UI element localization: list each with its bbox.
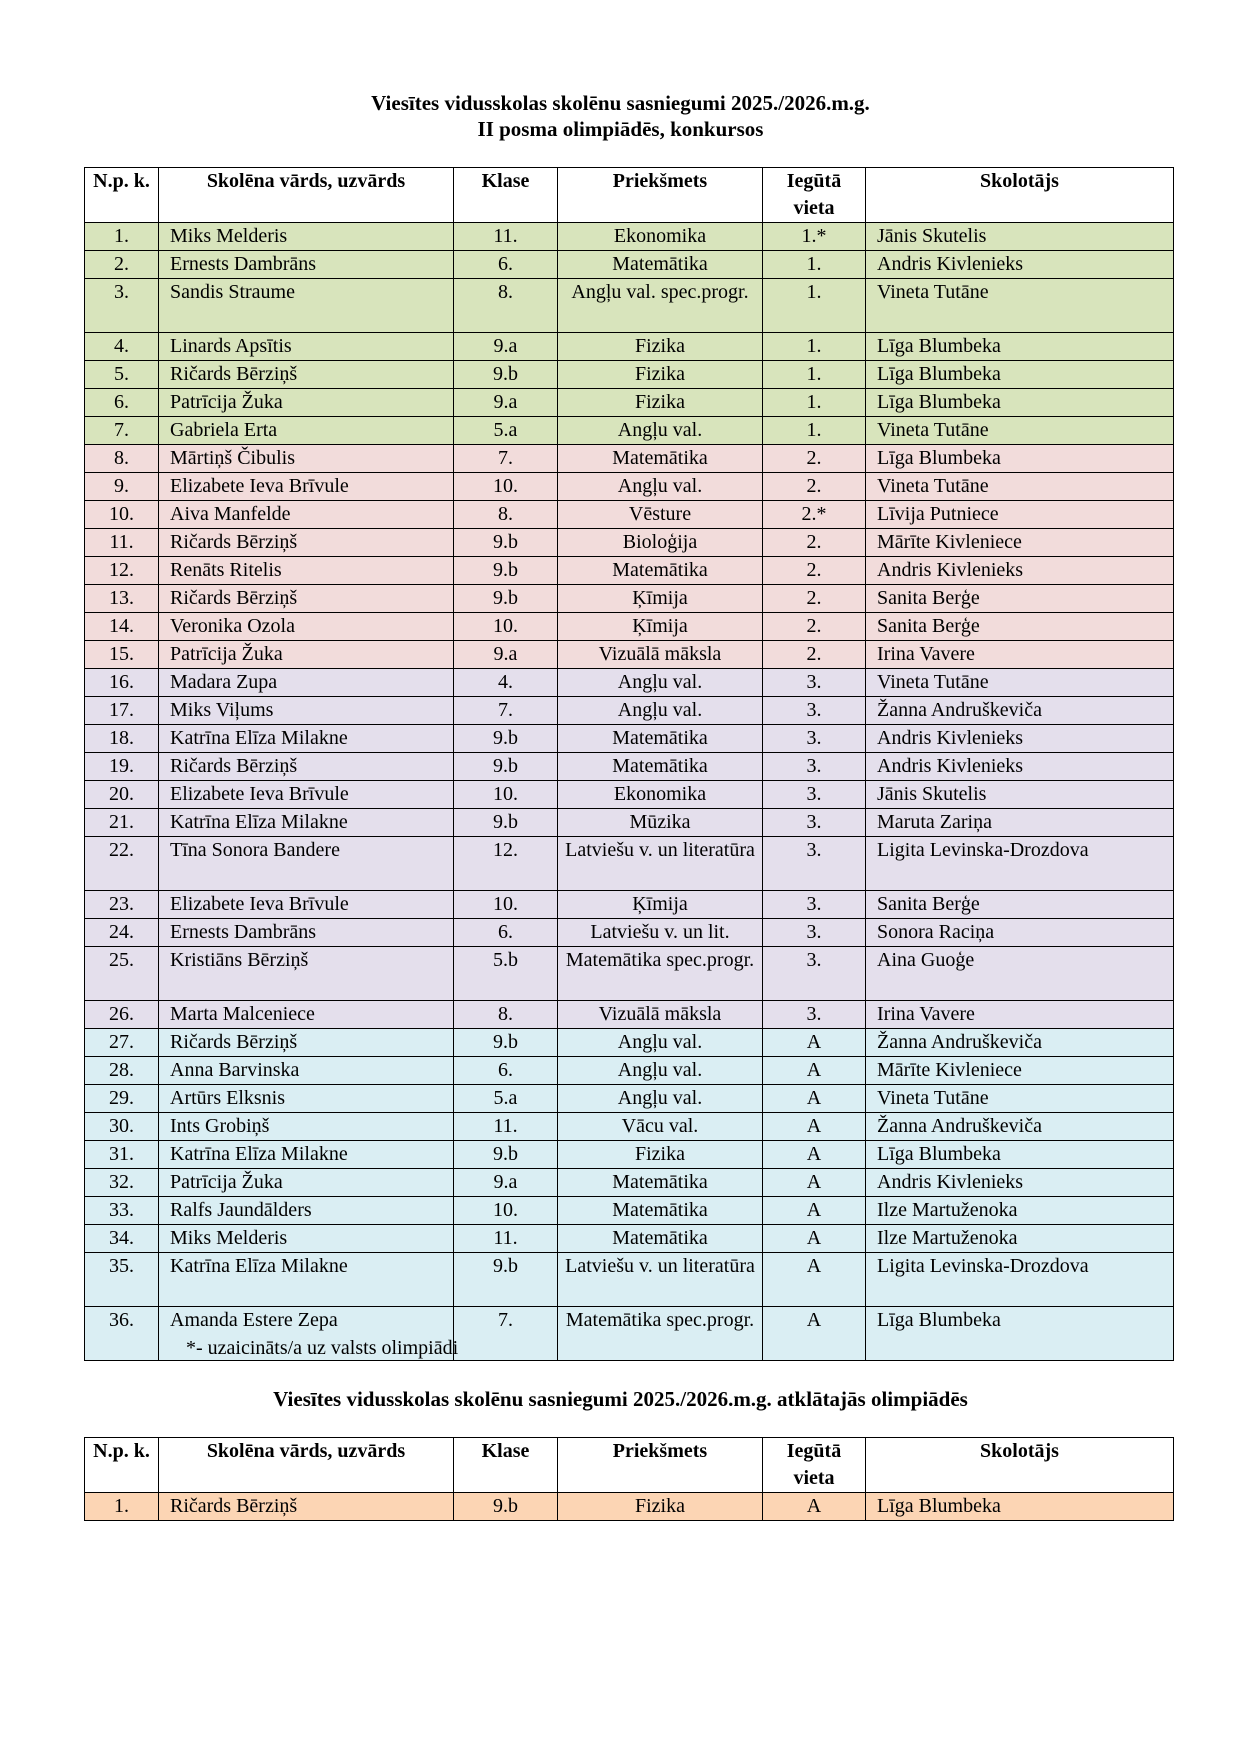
cell-student-name: Linards Apsītis <box>159 333 454 361</box>
cell-klase: 6. <box>454 251 558 279</box>
cell-place: 1. <box>763 333 866 361</box>
cell-npk: 16. <box>85 669 159 697</box>
cell-student-name: Ričards Bērziņš <box>159 529 454 557</box>
cell-student-name: Ernests Dambrāns <box>159 251 454 279</box>
table-row <box>85 753 1174 781</box>
cell-place: 1. <box>763 251 866 279</box>
cell-subject: Ekonomika <box>558 223 763 251</box>
cell-subject: Vizuālā māksla <box>558 641 763 669</box>
cell-klase: 10. <box>454 781 558 809</box>
table-row <box>85 781 1174 809</box>
cell-npk: 27. <box>85 1029 159 1057</box>
cell-npk: 36. <box>85 1307 159 1361</box>
cell-student-name: Miks Viļums <box>159 697 454 725</box>
cell-student-name: Amanda Estere Zepa <box>159 1307 454 1361</box>
header-name: Skolēna vārds, uzvārds <box>159 1438 454 1493</box>
cell-npk: 15. <box>85 641 159 669</box>
cell-place: A <box>763 1253 866 1307</box>
cell-teacher: Irina Vavere <box>866 1001 1174 1029</box>
header-teacher: Skolotājs <box>866 168 1174 223</box>
cell-teacher: Sanita Berģe <box>866 891 1174 919</box>
cell-student-name: Ernests Dambrāns <box>159 919 454 947</box>
cell-student-name: Katrīna Elīza Milakne <box>159 809 454 837</box>
cell-klase: 8. <box>454 1001 558 1029</box>
cell-teacher: Līga Blumbeka <box>866 1141 1174 1169</box>
cell-klase: 10. <box>454 1197 558 1225</box>
cell-teacher: Aina Guoģe <box>866 947 1174 1001</box>
cell-npk: 1. <box>85 1493 159 1521</box>
cell-teacher: Līga Blumbeka <box>866 1493 1174 1521</box>
table-row <box>85 557 1174 585</box>
cell-place: A <box>763 1225 866 1253</box>
cell-npk: 21. <box>85 809 159 837</box>
cell-npk: 33. <box>85 1197 159 1225</box>
cell-place: 2. <box>763 557 866 585</box>
cell-npk: 10. <box>85 501 159 529</box>
table-row <box>85 361 1174 389</box>
second-table-title: Viesītes vidusskolas skolēnu sasniegumi 2025./2026.m.g. atklātajās olimpiādēs <box>273 1387 968 1411</box>
cell-place: 1. <box>763 279 866 333</box>
cell-student-name: Tīna Sonora Bandere <box>159 837 454 891</box>
header-place: Iegūtā vieta <box>763 1438 866 1493</box>
cell-npk: 25. <box>85 947 159 1001</box>
table-row <box>85 1197 1174 1225</box>
cell-student-name: Patrīcija Žuka <box>159 1169 454 1197</box>
cell-place: 3. <box>763 753 866 781</box>
cell-teacher: Andris Kivlenieks <box>866 557 1174 585</box>
cell-place: 2.* <box>763 501 866 529</box>
header-subject: Priekšmets <box>558 168 763 223</box>
footnote: *- uzaicināts/a uz valsts olimpiādi <box>186 1337 459 1359</box>
cell-teacher: Vineta Tutāne <box>866 669 1174 697</box>
cell-place: 3. <box>763 919 866 947</box>
cell-klase: 7. <box>454 697 558 725</box>
cell-subject: Matemātika <box>558 1169 763 1197</box>
cell-subject: Ķīmija <box>558 585 763 613</box>
cell-student-name: Artūrs Elksnis <box>159 1085 454 1113</box>
cell-teacher: Līga Blumbeka <box>866 1307 1174 1361</box>
cell-npk: 23. <box>85 891 159 919</box>
cell-klase: 11. <box>454 1113 558 1141</box>
cell-npk: 4. <box>85 333 159 361</box>
cell-klase: 12. <box>454 837 558 891</box>
cell-subject: Angļu val. spec.progr. <box>558 279 763 333</box>
cell-teacher: Žanna Andruškeviča <box>866 1029 1174 1057</box>
cell-subject: Matemātika spec.progr. <box>558 947 763 1001</box>
cell-teacher: Mārīte Kivleniece <box>866 529 1174 557</box>
cell-place: A <box>763 1169 866 1197</box>
table-row <box>85 585 1174 613</box>
cell-teacher: Ilze Martuženoka <box>866 1197 1174 1225</box>
cell-teacher: Andris Kivlenieks <box>866 753 1174 781</box>
cell-klase: 9.b <box>454 725 558 753</box>
cell-teacher: Sonora Raciņa <box>866 919 1174 947</box>
cell-subject: Ķīmija <box>558 613 763 641</box>
cell-place: 2. <box>763 641 866 669</box>
cell-subject: Angļu val. <box>558 1057 763 1085</box>
results-table <box>84 167 1174 1361</box>
cell-teacher: Sanita Berģe <box>866 613 1174 641</box>
table-row <box>85 891 1174 919</box>
cell-student-name: Katrīna Elīza Milakne <box>159 1141 454 1169</box>
header-klase: Klase <box>454 168 558 223</box>
cell-klase: 9.a <box>454 389 558 417</box>
cell-subject: Angļu val. <box>558 417 763 445</box>
table-row <box>85 279 1174 333</box>
cell-student-name: Elizabete Ieva Brīvule <box>159 781 454 809</box>
table-row <box>85 251 1174 279</box>
cell-teacher: Maruta Zariņa <box>866 809 1174 837</box>
cell-student-name: Ralfs Jaundālders <box>159 1197 454 1225</box>
cell-student-name: Patrīcija Žuka <box>159 641 454 669</box>
cell-student-name: Katrīna Elīza Milakne <box>159 725 454 753</box>
cell-student-name: Mārtiņš Čibulis <box>159 445 454 473</box>
cell-klase: 9.b <box>454 529 558 557</box>
cell-teacher: Žanna Andruškeviča <box>866 1113 1174 1141</box>
cell-teacher: Mārīte Kivleniece <box>866 1057 1174 1085</box>
cell-npk: 20. <box>85 781 159 809</box>
cell-teacher: Vineta Tutāne <box>866 1085 1174 1113</box>
cell-teacher: Līvija Putniece <box>866 501 1174 529</box>
cell-klase: 11. <box>454 1225 558 1253</box>
cell-npk: 2. <box>85 251 159 279</box>
table-row <box>85 947 1174 1001</box>
cell-teacher: Andris Kivlenieks <box>866 725 1174 753</box>
cell-teacher: Sanita Berģe <box>866 585 1174 613</box>
table-row <box>85 1001 1174 1029</box>
cell-klase: 11. <box>454 223 558 251</box>
cell-teacher: Irina Vavere <box>866 641 1174 669</box>
table-row <box>85 1029 1174 1057</box>
cell-subject: Fizika <box>558 1141 763 1169</box>
cell-subject: Latviešu v. un literatūra <box>558 1253 763 1307</box>
table-row <box>85 389 1174 417</box>
cell-npk: 6. <box>85 389 159 417</box>
table-row <box>85 501 1174 529</box>
cell-place: A <box>763 1113 866 1141</box>
cell-place: 3. <box>763 781 866 809</box>
cell-klase: 9.a <box>454 1169 558 1197</box>
cell-npk: 8. <box>85 445 159 473</box>
cell-klase: 8. <box>454 279 558 333</box>
cell-npk: 18. <box>85 725 159 753</box>
cell-subject: Angļu val. <box>558 1085 763 1113</box>
cell-student-name: Renāts Ritelis <box>159 557 454 585</box>
table-row <box>85 473 1174 501</box>
cell-klase: 7. <box>454 1307 558 1361</box>
cell-npk: 32. <box>85 1169 159 1197</box>
cell-klase: 9.b <box>454 361 558 389</box>
cell-place: 1. <box>763 417 866 445</box>
cell-npk: 35. <box>85 1253 159 1307</box>
table-row <box>85 613 1174 641</box>
cell-klase: 6. <box>454 919 558 947</box>
cell-place: A <box>763 1493 866 1521</box>
cell-npk: 22. <box>85 837 159 891</box>
cell-klase: 9.b <box>454 1493 558 1521</box>
cell-teacher: Andris Kivlenieks <box>866 1169 1174 1197</box>
cell-place: 3. <box>763 809 866 837</box>
table-row <box>85 1085 1174 1113</box>
cell-klase: 9.b <box>454 809 558 837</box>
header-name: Skolēna vārds, uzvārds <box>159 168 454 223</box>
cell-teacher: Jānis Skutelis <box>866 223 1174 251</box>
cell-subject: Mūzika <box>558 809 763 837</box>
cell-npk: 9. <box>85 473 159 501</box>
table-row <box>85 725 1174 753</box>
table-header-row <box>85 168 1174 223</box>
cell-klase: 9.b <box>454 1029 558 1057</box>
cell-subject: Matemātika <box>558 445 763 473</box>
cell-student-name: Aiva Manfelde <box>159 501 454 529</box>
cell-klase: 9.a <box>454 333 558 361</box>
cell-klase: 7. <box>454 445 558 473</box>
cell-student-name: Anna Barvinska <box>159 1057 454 1085</box>
cell-student-name: Ričards Bērziņš <box>159 1029 454 1057</box>
cell-place: A <box>763 1029 866 1057</box>
cell-klase: 9.b <box>454 557 558 585</box>
table-row <box>85 529 1174 557</box>
cell-subject: Matemātika <box>558 753 763 781</box>
cell-student-name: Sandis Straume <box>159 279 454 333</box>
header-npk: N.p. k. <box>85 1438 159 1493</box>
table-row <box>85 445 1174 473</box>
cell-teacher: Vineta Tutāne <box>866 417 1174 445</box>
cell-place: 3. <box>763 1001 866 1029</box>
cell-student-name: Miks Melderis <box>159 223 454 251</box>
table-row <box>85 417 1174 445</box>
cell-teacher: Ilze Martuženoka <box>866 1225 1174 1253</box>
cell-klase: 8. <box>454 501 558 529</box>
cell-klase: 5.b <box>454 947 558 1001</box>
cell-place: 2. <box>763 445 866 473</box>
cell-place: A <box>763 1057 866 1085</box>
cell-npk: 12. <box>85 557 159 585</box>
cell-place: A <box>763 1197 866 1225</box>
cell-student-name: Katrīna Elīza Milakne <box>159 1253 454 1307</box>
cell-teacher: Vineta Tutāne <box>866 473 1174 501</box>
table-header-row <box>85 1438 1174 1493</box>
table-row <box>85 1225 1174 1253</box>
cell-teacher: Ligita Levinska-Drozdova <box>866 837 1174 891</box>
table-row <box>85 1169 1174 1197</box>
cell-teacher: Žanna Andruškeviča <box>866 697 1174 725</box>
cell-student-name: Kristiāns Bērziņš <box>159 947 454 1001</box>
cell-student-name: Ints Grobiņš <box>159 1113 454 1141</box>
cell-teacher: Ligita Levinska-Drozdova <box>866 1253 1174 1307</box>
cell-npk: 19. <box>85 753 159 781</box>
table-row <box>85 1493 1174 1521</box>
cell-subject: Fizika <box>558 333 763 361</box>
table-row <box>85 1253 1174 1307</box>
cell-npk: 34. <box>85 1225 159 1253</box>
cell-student-name: Elizabete Ieva Brīvule <box>159 473 454 501</box>
cell-subject: Vēsture <box>558 501 763 529</box>
cell-place: 3. <box>763 837 866 891</box>
cell-klase: 9.b <box>454 1253 558 1307</box>
table-row <box>85 919 1174 947</box>
cell-subject: Angļu val. <box>558 669 763 697</box>
cell-place: A <box>763 1141 866 1169</box>
cell-npk: 31. <box>85 1141 159 1169</box>
cell-npk: 24. <box>85 919 159 947</box>
cell-place: 2. <box>763 529 866 557</box>
table-row <box>85 809 1174 837</box>
table-row <box>85 1057 1174 1085</box>
cell-npk: 1. <box>85 223 159 251</box>
cell-npk: 7. <box>85 417 159 445</box>
table-row <box>85 669 1174 697</box>
header-teacher: Skolotājs <box>866 1438 1174 1493</box>
cell-npk: 5. <box>85 361 159 389</box>
cell-klase: 10. <box>454 473 558 501</box>
cell-klase: 5.a <box>454 417 558 445</box>
cell-subject: Matemātika spec.progr. <box>558 1307 763 1361</box>
table-row <box>85 333 1174 361</box>
cell-student-name: Ričards Bērziņš <box>159 585 454 613</box>
cell-student-name: Gabriela Erta <box>159 417 454 445</box>
cell-student-name: Ričards Bērziņš <box>159 361 454 389</box>
cell-place: 2. <box>763 473 866 501</box>
cell-place: 3. <box>763 697 866 725</box>
cell-klase: 6. <box>454 1057 558 1085</box>
cell-klase: 9.b <box>454 1141 558 1169</box>
cell-subject: Angļu val. <box>558 473 763 501</box>
document-title-line2: II posma olimpiādēs, konkursos <box>477 117 764 141</box>
cell-klase: 4. <box>454 669 558 697</box>
cell-place: 2. <box>763 585 866 613</box>
cell-place: 3. <box>763 669 866 697</box>
table-row <box>85 697 1174 725</box>
cell-klase: 5.a <box>454 1085 558 1113</box>
cell-klase: 9.a <box>454 641 558 669</box>
cell-subject: Matemātika <box>558 725 763 753</box>
cell-subject: Angļu val. <box>558 1029 763 1057</box>
cell-teacher: Līga Blumbeka <box>866 361 1174 389</box>
header-klase: Klase <box>454 1438 558 1493</box>
table-row <box>85 223 1174 251</box>
table-row <box>85 1113 1174 1141</box>
open-olympiad-table <box>84 1437 1174 1521</box>
header-subject: Priekšmets <box>558 1438 763 1493</box>
cell-npk: 26. <box>85 1001 159 1029</box>
cell-teacher: Līga Blumbeka <box>866 445 1174 473</box>
table-row <box>85 837 1174 891</box>
cell-klase: 9.b <box>454 585 558 613</box>
cell-npk: 14. <box>85 613 159 641</box>
cell-teacher: Jānis Skutelis <box>866 781 1174 809</box>
cell-teacher: Vineta Tutāne <box>866 279 1174 333</box>
cell-student-name: Miks Melderis <box>159 1225 454 1253</box>
cell-student-name: Ričards Bērziņš <box>159 753 454 781</box>
cell-npk: 17. <box>85 697 159 725</box>
cell-place: A <box>763 1307 866 1361</box>
cell-klase: 10. <box>454 891 558 919</box>
cell-place: 3. <box>763 891 866 919</box>
cell-student-name: Marta Malceniece <box>159 1001 454 1029</box>
cell-npk: 13. <box>85 585 159 613</box>
cell-subject: Matemātika <box>558 1225 763 1253</box>
cell-subject: Fizika <box>558 361 763 389</box>
cell-subject: Bioloģija <box>558 529 763 557</box>
cell-place: 1. <box>763 361 866 389</box>
cell-subject: Fizika <box>558 1493 763 1521</box>
cell-place: 2. <box>763 613 866 641</box>
cell-npk: 3. <box>85 279 159 333</box>
cell-subject: Angļu val. <box>558 697 763 725</box>
cell-place: A <box>763 1085 866 1113</box>
cell-npk: 11. <box>85 529 159 557</box>
cell-student-name: Patrīcija Žuka <box>159 389 454 417</box>
cell-npk: 29. <box>85 1085 159 1113</box>
cell-npk: 30. <box>85 1113 159 1141</box>
cell-student-name: Madara Zupa <box>159 669 454 697</box>
cell-subject: Latviešu v. un lit. <box>558 919 763 947</box>
cell-place: 3. <box>763 947 866 1001</box>
cell-student-name: Veronika Ozola <box>159 613 454 641</box>
cell-place: 1.* <box>763 223 866 251</box>
cell-klase: 9.b <box>454 753 558 781</box>
cell-subject: Ekonomika <box>558 781 763 809</box>
cell-subject: Ķīmija <box>558 891 763 919</box>
cell-klase: 10. <box>454 613 558 641</box>
cell-subject: Matemātika <box>558 1197 763 1225</box>
cell-teacher: Andris Kivlenieks <box>866 251 1174 279</box>
cell-subject: Vācu val. <box>558 1113 763 1141</box>
cell-teacher: Līga Blumbeka <box>866 389 1174 417</box>
cell-subject: Latviešu v. un literatūra <box>558 837 763 891</box>
cell-teacher: Līga Blumbeka <box>866 333 1174 361</box>
cell-place: 1. <box>763 389 866 417</box>
header-place: Iegūtā vieta <box>763 168 866 223</box>
cell-subject: Matemātika <box>558 251 763 279</box>
cell-student-name: Ričards Bērziņš <box>159 1493 454 1521</box>
cell-subject: Matemātika <box>558 557 763 585</box>
table-row <box>85 641 1174 669</box>
cell-subject: Fizika <box>558 389 763 417</box>
header-npk: N.p. k. <box>85 168 159 223</box>
cell-place: 3. <box>763 725 866 753</box>
cell-student-name: Elizabete Ieva Brīvule <box>159 891 454 919</box>
cell-npk: 28. <box>85 1057 159 1085</box>
cell-subject: Vizuālā māksla <box>558 1001 763 1029</box>
table-row <box>85 1141 1174 1169</box>
document-title-line1: Viesītes vidusskolas skolēnu sasniegumi 2025./2026.m.g. <box>371 91 870 115</box>
